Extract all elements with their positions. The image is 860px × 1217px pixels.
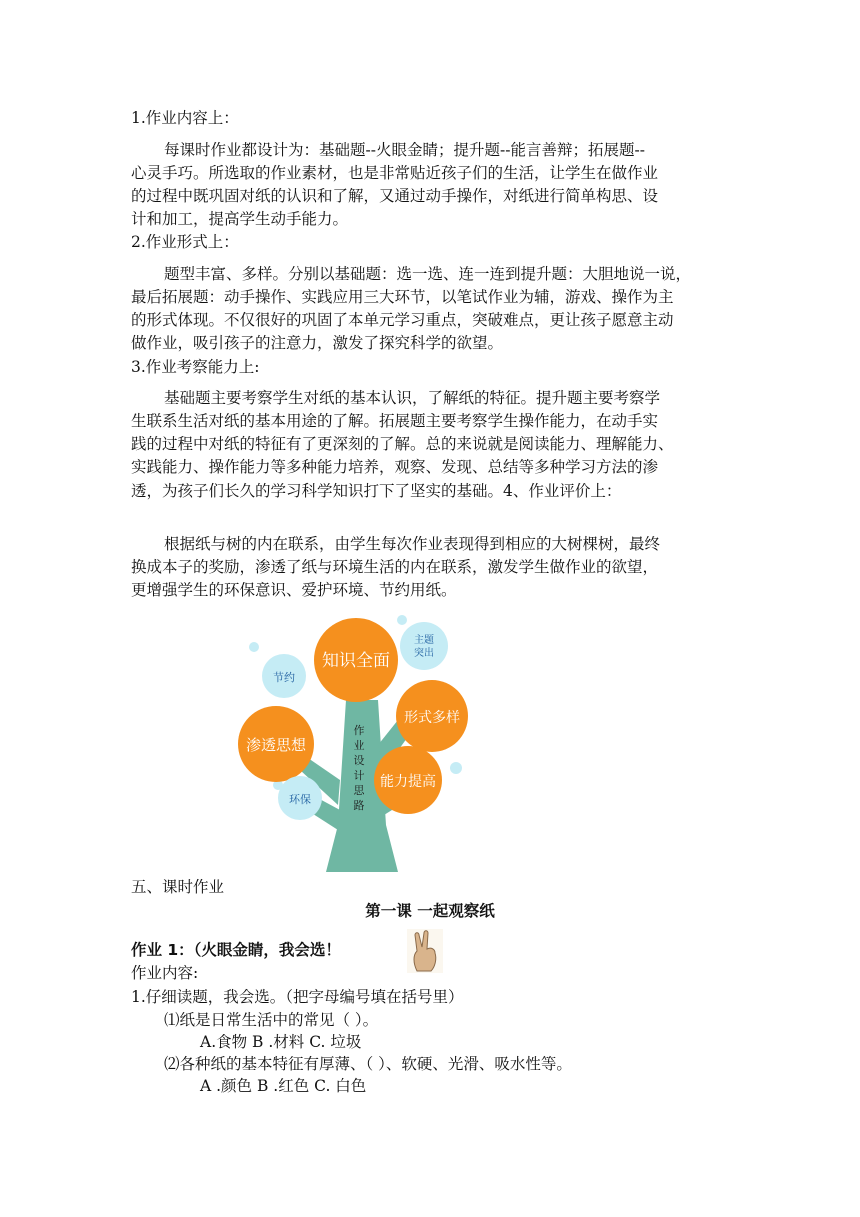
hand-gesture-icon bbox=[407, 929, 443, 973]
section1-line: 每课时作业都设计为：基础题--火眼金睛；提升题--能言善辩；拓展题-- bbox=[164, 141, 645, 159]
section1-line: 心灵手巧。所选取的作业素材，也是非常贴近孩子们的生活，让学生在做作业 bbox=[131, 164, 659, 182]
forms-label: 形式多样 bbox=[404, 710, 460, 726]
theme-label: 主题 bbox=[414, 635, 434, 646]
section2-heading: 2.作业形式上： bbox=[131, 233, 239, 251]
svg-text:思: 思 bbox=[353, 784, 365, 797]
theme-circle bbox=[400, 622, 448, 670]
svg-text:业: 业 bbox=[353, 739, 365, 752]
environment-label: 环保 bbox=[289, 793, 311, 806]
ability-label: 能力提高 bbox=[380, 774, 436, 790]
section3-heading: 3.作业考察能力上: bbox=[131, 358, 260, 376]
section5-heading: 五、课时作业 bbox=[131, 878, 225, 896]
deco-circle bbox=[397, 615, 407, 625]
section3-line: 实践能力、操作能力等多种能力培养，观察、发现、总结等多种学习方法的渗 bbox=[131, 458, 659, 476]
section4-line: 更增强学生的环保意识、爱护环境、节约用纸。 bbox=[131, 581, 457, 599]
svg-text:设: 设 bbox=[353, 754, 365, 767]
question-1-options: A.食物 B .材料 C. 垃圾 bbox=[200, 1033, 362, 1051]
question-1: ⑴纸是日常生活中的常见（ ）。 bbox=[164, 1011, 379, 1029]
lesson-title: 第一课 一起观察纸 bbox=[365, 902, 495, 920]
theme-label: 突出 bbox=[414, 648, 434, 659]
section2-line: 最后拓展题：动手操作、实践应用三大环节，以笔试作业为辅，游戏、操作为主 bbox=[131, 288, 674, 306]
question-2-options: A .颜色 B .红色 C. 白色 bbox=[200, 1077, 367, 1095]
knowledge-label: 知识全面 bbox=[322, 651, 390, 671]
infiltrate-label: 渗透思想 bbox=[245, 736, 307, 754]
frugal-label: 节约 bbox=[273, 671, 295, 684]
section2-line: 题型丰富、多样。分别以基础题：选一选、连一连到提升题：大胆地说一说， bbox=[164, 265, 692, 283]
svg-text:路: 路 bbox=[353, 799, 365, 812]
section4-line: 根据纸与树的内在联系，由学生每次作业表现得到相应的大树棵树，最终 bbox=[164, 535, 661, 553]
section4-line: 换成本子的奖励，渗透了纸与环境生活的内在联系，激发学生做作业的欲望， bbox=[131, 558, 659, 576]
svg-text:作: 作 bbox=[353, 724, 365, 737]
question-title: 1.仔细读题，我会选。（把字母编号填在括号里） bbox=[131, 988, 464, 1006]
section3-line: 基础题主要考察学生对纸的基本认识，了解纸的特征。提升题主要考察学 bbox=[164, 389, 661, 407]
section2-line: 的形式体现。不仅很好的巩固了本单元学习重点，突破难点，更让孩子愿意主动 bbox=[131, 311, 674, 329]
question-2: ⑵各种纸的基本特征有厚薄、（ ）、软硬、光滑、吸水性等。 bbox=[164, 1055, 572, 1073]
deco-circle bbox=[450, 762, 462, 774]
deco-circle bbox=[249, 642, 259, 652]
homework-title: 作业 1：（火眼金睛，我会选！ bbox=[131, 941, 341, 959]
homework-design-tree-diagram bbox=[228, 610, 476, 875]
section3-line: 践的过程中对纸的特征有了更深刻的了解。总的来说就是阅读能力、理解能力、 bbox=[131, 435, 674, 453]
section2-line: 做作业，吸引孩子的注意力，激发了探究科学的欲望。 bbox=[131, 334, 504, 352]
section3-line: 透，为孩子们长久的学习科学知识打下了坚实的基础。4、作业评价上： bbox=[131, 482, 622, 500]
section1-heading: 1.作业内容上： bbox=[131, 109, 239, 127]
svg-text:计: 计 bbox=[353, 769, 365, 782]
section1-line: 的过程中既巩固对纸的认识和了解，又通过动手操作，对纸进行简单构思、设 bbox=[131, 187, 659, 205]
section3-line: 生联系生活对纸的基本用途的了解。拓展题主要考察学生操作能力，在动手实 bbox=[131, 412, 659, 430]
section1-line: 计和加工，提高学生动手能力。 bbox=[131, 210, 349, 228]
homework-content-label: 作业内容: bbox=[131, 964, 199, 982]
